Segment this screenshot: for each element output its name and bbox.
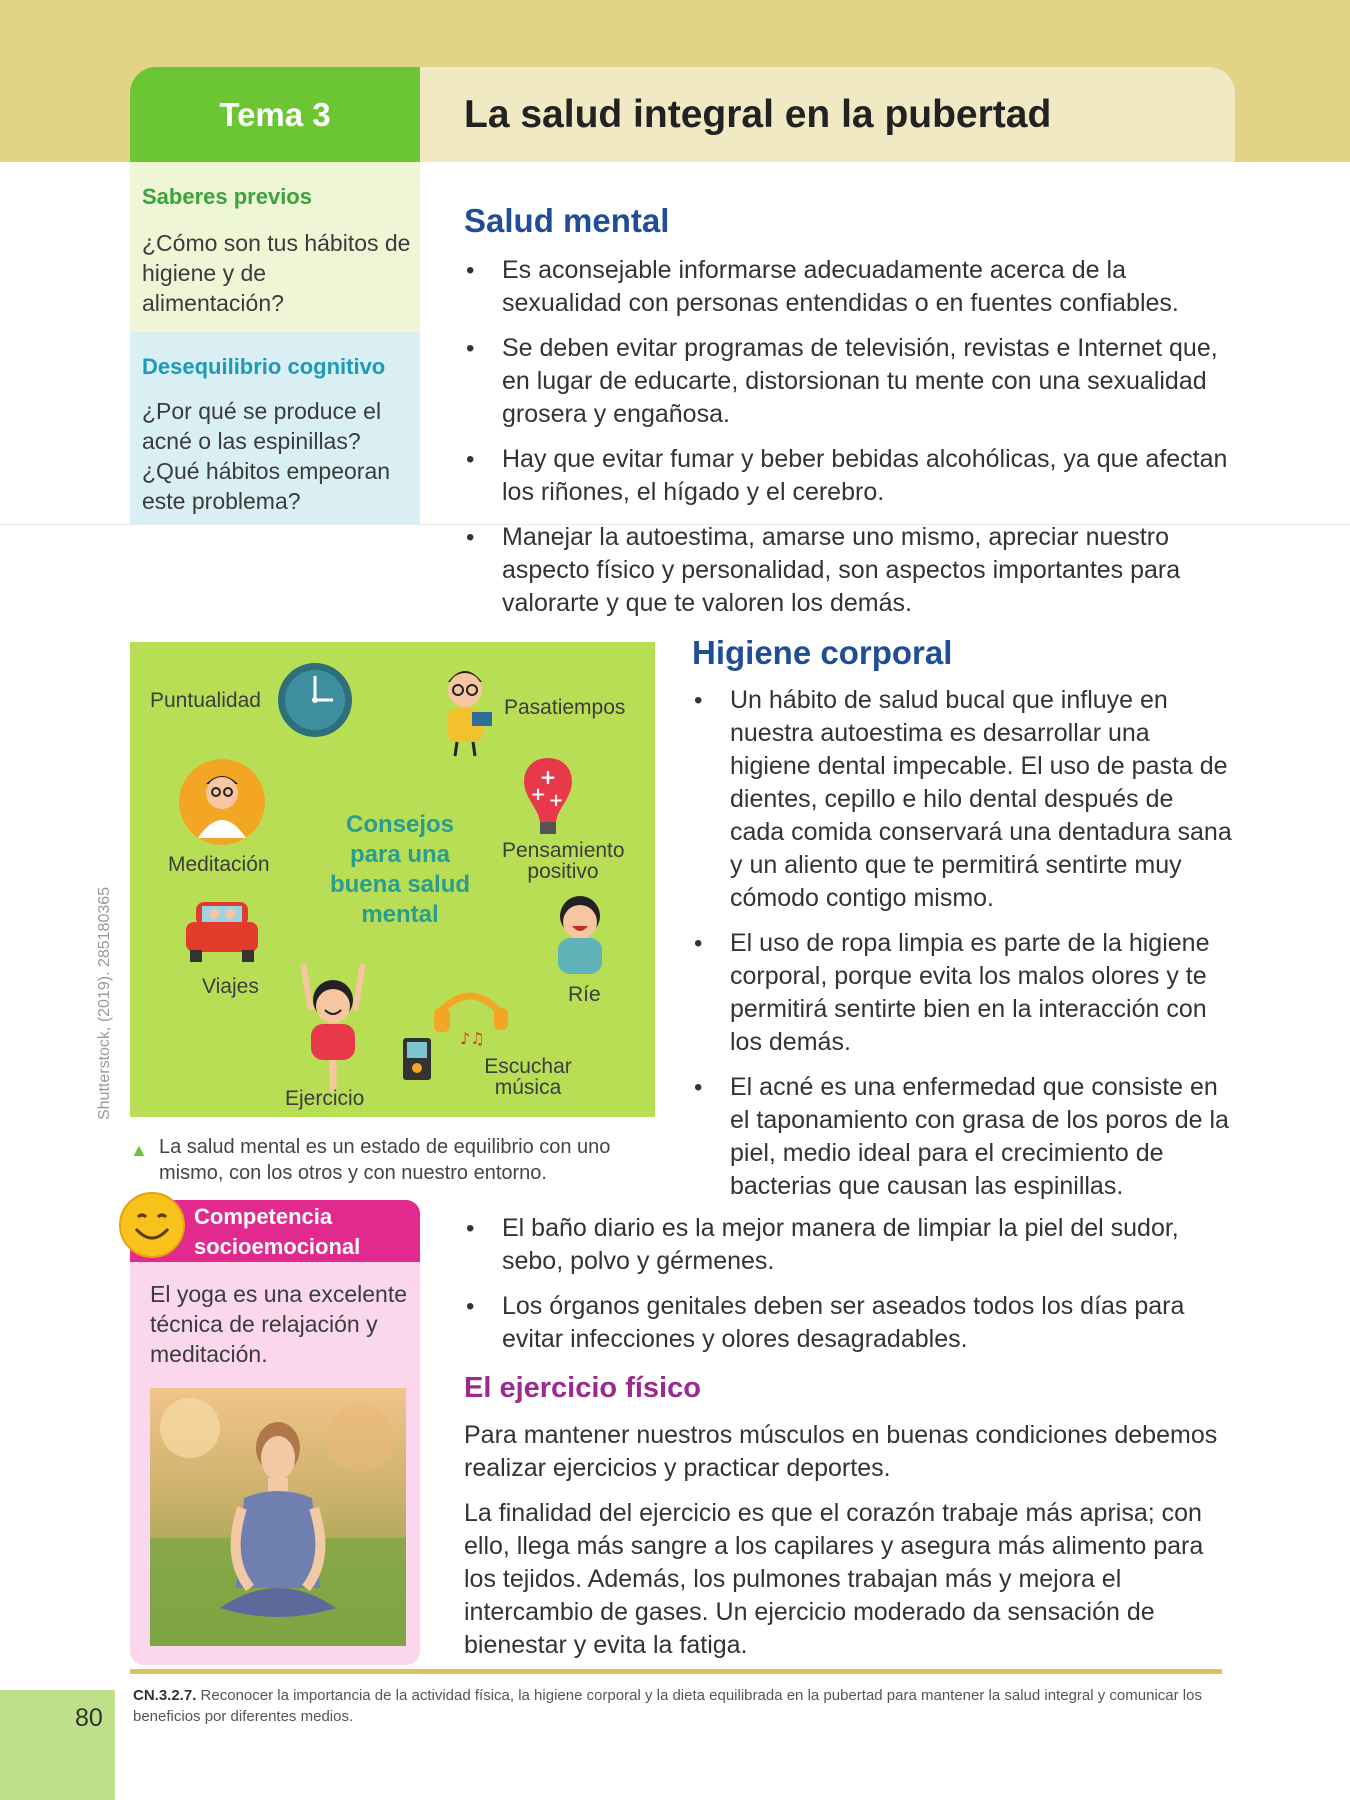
footer-divider — [130, 1669, 1222, 1674]
list-item: • Se deben evitar programas de televisión, revistas e Internet que, en lugar de educarte, distorsionan tu mente con una sexualidad grosera y engañosa. — [464, 332, 1234, 431]
salud-mental-heading: Salud mental — [464, 202, 670, 239]
competencia-heading: Competencia socioemocional — [194, 1204, 361, 1259]
label-pasatiempos: Pasatiempos — [504, 696, 626, 719]
list-item: • Los órganos genitales deben ser aseados todos los días para evitar infecciones y olores desagradables. — [464, 1290, 1234, 1356]
competencia-text: El yoga es una excelente técnica de relajación y meditación. — [150, 1281, 408, 1367]
footnote-text: Reconocer la importancia de la actividad física, la higiene corporal y la dieta equilibrada en la pubertad para mantener la salud integral y comunicar los beneficios por diferentes medios. — [133, 1687, 1202, 1725]
desequilibrio-text: ¿Por qué se produce el acné o las espinillas? ¿Qué hábitos empeoran este problema? — [142, 398, 391, 514]
svg-text:+: + — [539, 765, 557, 789]
page-title: La salud integral en la pubertad — [464, 92, 1052, 136]
list-item: • El acné es una enfermedad que consiste en el taponamiento con grasa de los poros de la piel, medio ideal para el crecimiento de bacterias que causan las espinillas. — [692, 1071, 1232, 1203]
saberes-heading: Saberes previos — [142, 184, 312, 209]
tema-tab — [130, 67, 420, 162]
label-escuchar: Escuchar música — [484, 1055, 572, 1099]
infographic — [130, 642, 655, 1117]
label-viajes: Viajes — [202, 975, 259, 998]
car-icon — [180, 896, 264, 966]
clock-icon — [275, 660, 355, 740]
footnote — [133, 1685, 1225, 1727]
triangle-icon: ▲ — [130, 1140, 148, 1160]
svg-text:+: + — [548, 790, 564, 811]
higiene-list — [692, 684, 1232, 1215]
salud-mental-list — [464, 254, 1234, 632]
list-item: • El baño diario es la mejor manera de limpiar la piel del sudor, sebo, polvo y gérmenes. — [464, 1212, 1234, 1278]
infographic-center-title: Consejos para una buena salud mental — [329, 811, 471, 928]
saberes-previos-box — [130, 162, 420, 332]
svg-text:+: + — [530, 784, 546, 805]
caption-text: La salud mental es un estado de equilibrio con uno mismo, con los otros y con nuestro entorno. — [159, 1136, 611, 1184]
label-ejercicio: Ejercicio — [285, 1087, 365, 1110]
list-item: • El uso de ropa limpia es parte de la higiene corporal, porque evita los malos olores y te permitirá sentirte bien en la interacción con los demás. — [692, 927, 1232, 1059]
higiene-list-2 — [464, 1212, 1234, 1368]
label-meditacion: Meditación — [168, 853, 270, 876]
ejercicio-paragraph-1: Para mantener nuestros músculos en buenas condiciones debemos realizar ejercicios y practicar deportes. — [464, 1421, 1218, 1482]
higiene-heading: Higiene corporal — [692, 634, 953, 671]
photo-credit: Shutterstock, (2019). 285180365 — [96, 886, 113, 1120]
label-pensamiento: Pensamiento positivo — [502, 839, 625, 883]
list-item: • Un hábito de salud bucal que influye en nuestra autoestima es desarrollar una higiene dental impecable. El uso de pasta de dientes, cepillo e hilo dental después de cada comida conservará una dentadura sana y un aliento que te permitirá sentirte muy cómodo contigo mismo. — [692, 684, 1232, 915]
yoga-photo — [150, 1388, 406, 1646]
list-item: • Hay que evitar fumar y beber bebidas alcohólicas, ya que afectan los riñones, el hígado y el cerebro. — [464, 443, 1234, 509]
saberes-text: ¿Cómo son tus hábitos de higiene y de alimentación? — [142, 230, 411, 316]
competencia-card — [130, 1200, 420, 1665]
figure-caption — [130, 1134, 650, 1186]
hobby-person-icon — [430, 660, 500, 760]
tema-label: Tema 3 — [219, 95, 331, 133]
laughing-person-icon — [550, 892, 610, 977]
ejercicio-paragraph-2: La finalidad del ejercicio es que el corazón trabaje más aprisa; con ello, llega más sangre a los capilares y asegura más alimento para los tejidos. Además, los pulmones trabajan más y mejora el intercambio de gases. Un ejercicio moderado da sensación de bienestar y evita la fatiga. — [464, 1499, 1204, 1659]
title-tab — [420, 67, 1235, 162]
svg-text:♪♫: ♪♫ — [460, 1029, 485, 1048]
positive-thinking-icon — [518, 754, 578, 842]
label-puntualidad: Puntualidad — [150, 689, 261, 712]
list-item: • Manejar la autoestima, amarse uno mismo, apreciar nuestro aspecto físico y personalidad, son aspectos importantes para valorarte y que te valoren los demás. — [464, 521, 1234, 620]
exercise-person-icon — [295, 962, 370, 1097]
meditation-icon — [178, 758, 266, 846]
smiley-icon — [118, 1191, 186, 1259]
desequilibrio-heading: Desequilibrio cognitivo — [142, 354, 386, 379]
label-rie: Ríe — [568, 983, 601, 1006]
footnote-code: CN.3.2.7. — [133, 1687, 197, 1704]
ejercicio-heading: El ejercicio físico — [464, 1372, 701, 1404]
desequilibrio-box — [130, 332, 420, 524]
list-item: • Es aconsejable informarse adecuadamente acerca de la sexualidad con personas entendidas o en fuentes confiables. — [464, 254, 1234, 320]
page-number: 80 — [75, 1704, 103, 1732]
